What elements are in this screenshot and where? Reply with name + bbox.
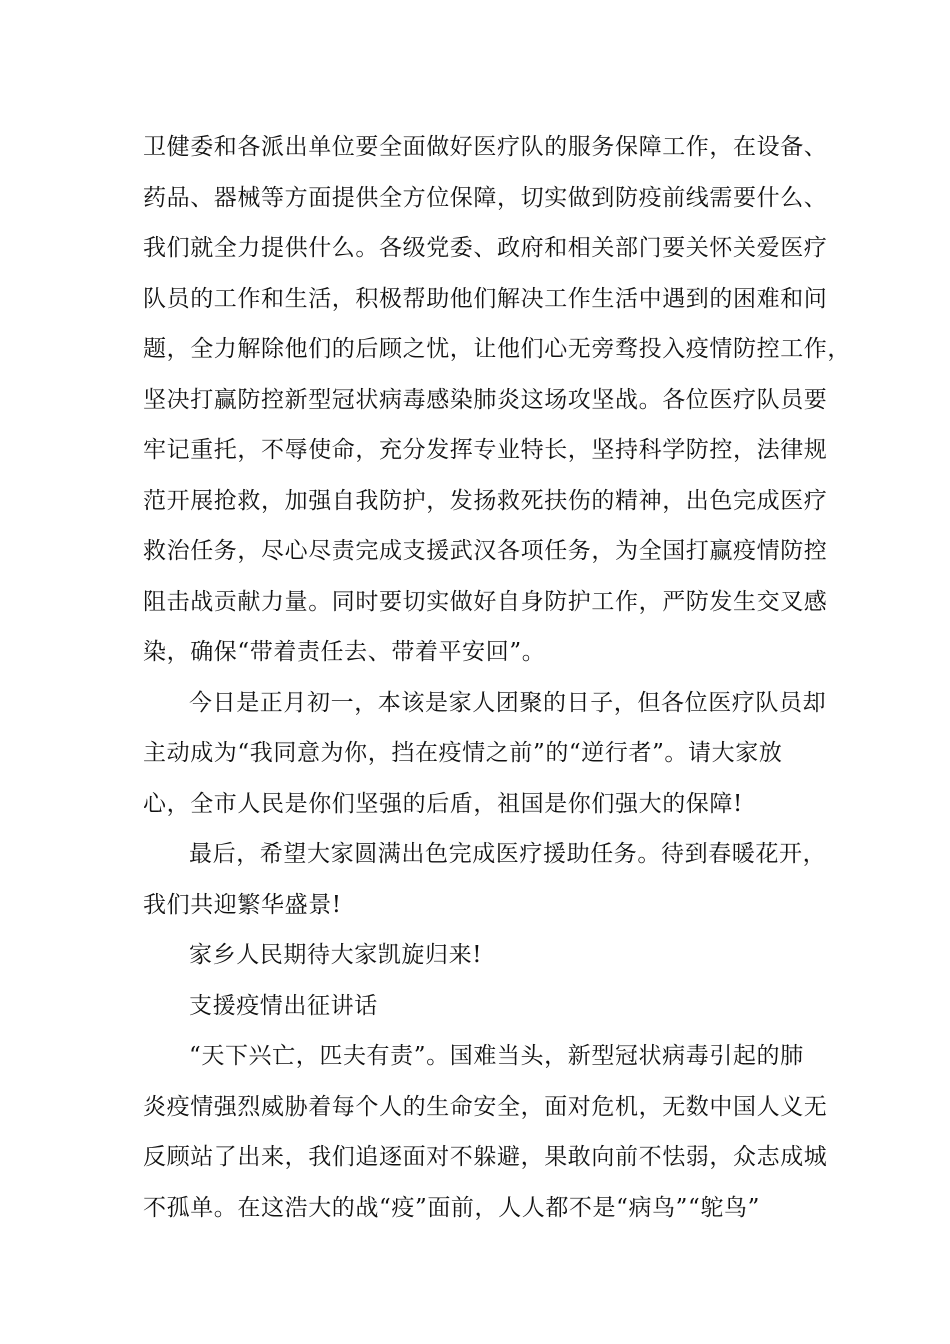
text-line: 染，确保“带着责任去、带着平安回”。 (143, 639, 546, 665)
paragraph-start-line: 最后，希望大家圆满出色完成医疗援助任务。待到春暖花开， (189, 841, 827, 867)
text-line: 主动成为“我同意为你，挡在疫情之前”的“逆行者”。请大家放 (143, 740, 783, 766)
document-body (143, 122, 851, 1233)
text-line: 牢记重托，不辱使命，充分发挥专业特长，坚持科学防控，法律规 (143, 437, 828, 463)
text-line: 坚决打赢防控新型冠状病毒感染肺炎这场攻坚战。各位医疗队员要 (143, 386, 828, 413)
text-line: 救治任务，尽心尽责完成支援武汉各项任务，为全国打赢疫情防控 (143, 538, 828, 564)
text-line: 心，全市人民是你们坚强的后盾，祖国是你们强大的保障! (143, 790, 743, 817)
closing-line: 家乡人民期待大家凯旋归来! (189, 942, 483, 968)
text-line: 我们共迎繁华盛景! (143, 891, 342, 918)
paragraph-start-line: “天下兴亡，匹夫有责”。国难当头，新型冠状病毒引起的肺 (189, 1043, 804, 1069)
text-line: 炎疫情强烈威胁着每个人的生命安全，面对危机，无数中国人义无 (143, 1093, 828, 1120)
text-line: 我们就全力提供什么。各级党委、政府和相关部门要关怀关爱医疗 (143, 235, 828, 261)
text-line: 药品、器械等方面提供全方位保障，切实做到防疫前线需要什么、 (143, 184, 828, 211)
text-line: 范开展抢救，加强自我防护，发扬救死扶伤的精神，出色完成医疗 (143, 487, 828, 514)
text-line: 阻击战贡献力量。同时要切实做好自身防护工作，严防发生交叉感 (143, 588, 828, 615)
text-line: 卫健委和各派出单位要全面做好医疗队的服务保障工作，在设备、 (143, 134, 828, 160)
paragraph-start-line: 今日是正月初一，本该是家人团聚的日子，但各位医疗队员却 (189, 689, 827, 716)
text-line: 队员的工作和生活，积极帮助他们解决工作生活中遇到的困难和问 (143, 285, 828, 312)
text-line: 题，全力解除他们的后顾之忧，让他们心无旁骛投入疫情防控工作， (143, 336, 851, 362)
section-heading: 支援疫情出征讲话 (189, 992, 378, 1019)
text-line: 反顾站了出来，我们追逐面对不躲避，果敢向前不怯弱，众志成城 (143, 1144, 828, 1170)
text-line: 不孤单。在这浩大的战“疫”面前，人人都不是“病鸟”“鸵鸟” (143, 1194, 760, 1221)
